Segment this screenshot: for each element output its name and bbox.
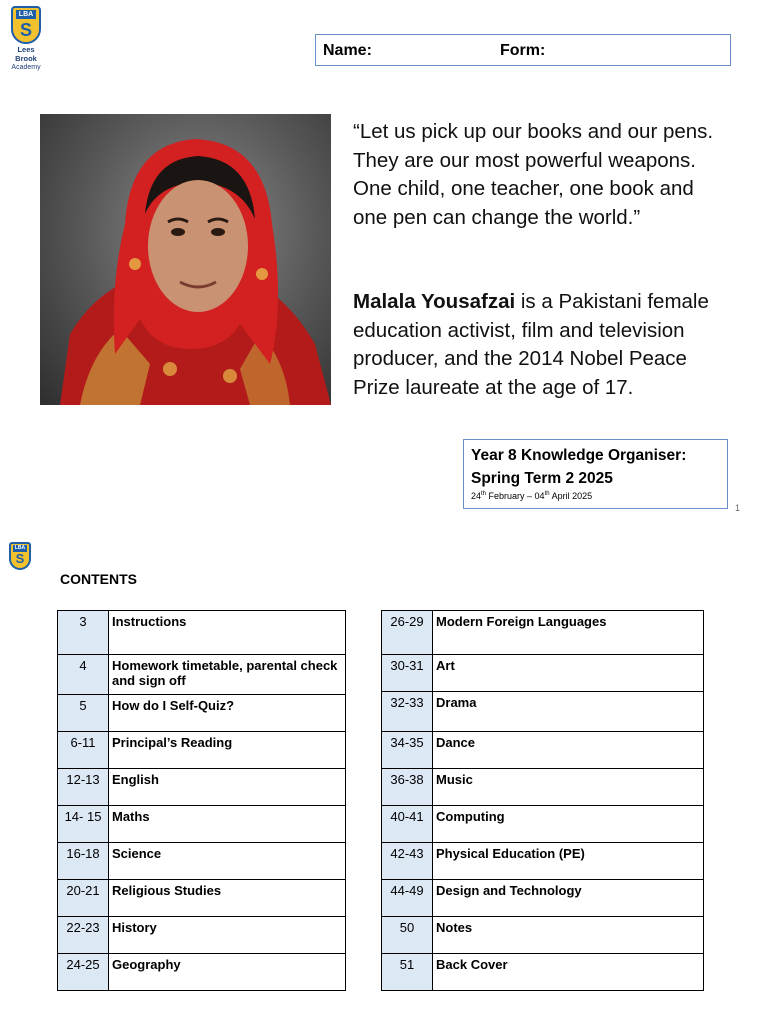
contents-subject: Science [109,843,346,880]
portrait-photo [40,114,331,405]
contents-row [382,954,704,991]
school-logo-small [9,542,31,570]
contents-subject: Principal’s Reading [109,732,346,769]
knowledge-organiser-box [463,439,728,509]
name-label: Name: [323,42,372,59]
ko-title-line2: Spring Term 2 2025 [471,470,613,487]
school-logo [6,6,46,72]
contents-page-range: 12-13 [58,769,109,806]
name-form-box[interactable] [315,34,731,66]
logo-badge-text: LBA [16,10,36,19]
bio-paragraph [353,288,733,402]
contents-row [382,732,704,769]
contents-page-range: 5 [58,695,109,732]
contents-row [58,732,346,769]
contents-subject: Dance [433,732,704,769]
contents-page-range: 40-41 [382,806,433,843]
logo-name-line1: Lees Brook [15,45,37,63]
contents-page-range: 44-49 [382,880,433,917]
contents-page-range: 32-33 [382,692,433,732]
contents-row [382,917,704,954]
contents-page-range: 16-18 [58,843,109,880]
contents-table-left [57,610,346,991]
contents-row [382,655,704,692]
contents-page-range: 14- 15 [58,806,109,843]
contents-page-range: 24-25 [58,954,109,991]
contents-page-range: 50 [382,917,433,954]
contents-row [382,611,704,655]
contents-subject: Physical Education (PE) [433,843,704,880]
contents-row [58,843,346,880]
bio-text: is a Pakistani female education activist, film and television producer, and the 2014 Nobel Peace Prize laureate at the age of 17. [353,290,709,399]
shield-icon: LBA S [11,6,41,44]
contents-subject: Homework timetable, parental check and sign off [109,655,346,695]
contents-row [382,843,704,880]
contents-subject: Notes [433,917,704,954]
contents-page-range: 4 [58,655,109,695]
contents-subject: Modern Foreign Languages [433,611,704,655]
quote-text: “Let us pick up our books and our pens. They are our most powerful weapons. One child, one teacher, one book and one pen can change the world.” [353,120,714,229]
ko-dates: 24th February – 04th April 2025 [471,491,593,501]
contents-row [58,695,346,732]
page-number: 1 [735,503,741,513]
contents-page-range: 34-35 [382,732,433,769]
contents-row [58,880,346,917]
contents-subject: How do I Self-Quiz? [109,695,346,732]
contents-row [382,880,704,917]
contents-subject: Computing [433,806,704,843]
contents-subject: Instructions [109,611,346,655]
contents-page-range: 26-29 [382,611,433,655]
ko-title-line1: Year 8 Knowledge Organiser: [471,447,687,464]
shield-icon: LBA S [9,542,31,570]
contents-row [58,655,346,695]
contents-subject: History [109,917,346,954]
contents-row [382,806,704,843]
contents-page-range: 3 [58,611,109,655]
contents-row [58,917,346,954]
contents-row [58,769,346,806]
contents-row [382,769,704,806]
contents-page-range: 6-11 [58,732,109,769]
contents-subject: Geography [109,954,346,991]
contents-table-right [381,610,704,991]
contents-subject: English [109,769,346,806]
contents-row [58,611,346,655]
contents-subject: Back Cover [433,954,704,991]
form-label: Form: [500,42,546,59]
contents-subject: Design and Technology [433,880,704,917]
contents-page-range: 51 [382,954,433,991]
contents-page-range: 30-31 [382,655,433,692]
contents-subject: Art [433,655,704,692]
contents-row [382,692,704,732]
contents-subject: Maths [109,806,346,843]
logo-name-line2: Academy [11,64,41,71]
contents-subject: Religious Studies [109,880,346,917]
contents-page-range: 42-43 [382,843,433,880]
contents-subject: Drama [433,692,704,732]
contents-title: CONTENTS [60,571,137,587]
bio-name: Malala Yousafzai [353,290,516,313]
contents-page-range: 20-21 [58,880,109,917]
contents-row [58,806,346,843]
contents-page-range: 22-23 [58,917,109,954]
contents-row [58,954,346,991]
contents-subject: Music [433,769,704,806]
contents-page-range: 36-38 [382,769,433,806]
